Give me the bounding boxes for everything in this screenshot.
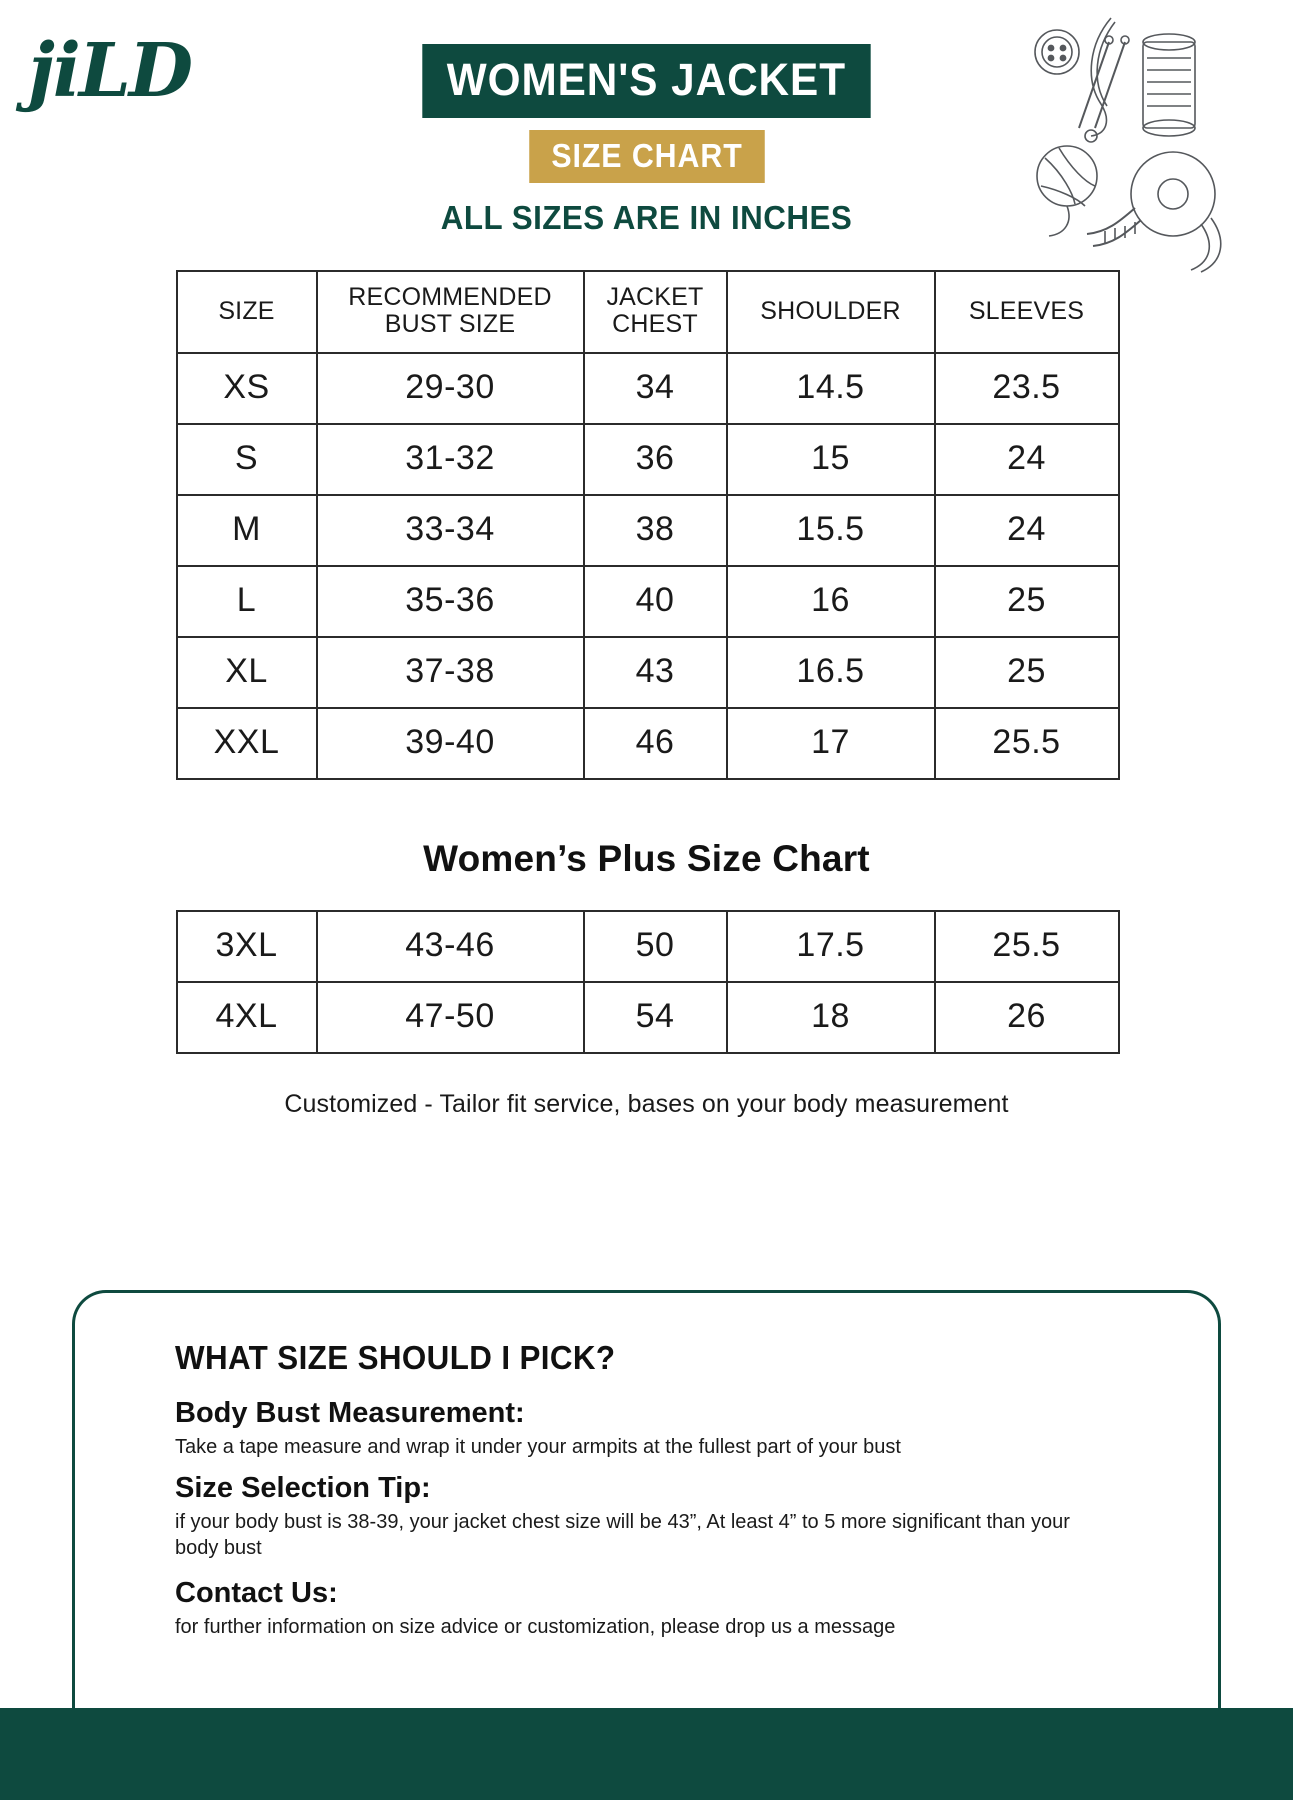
cell-bust: 43-46 [317,911,584,982]
customization-note: Customized - Tailor fit service, bases on your body measurement [284,1090,1009,1118]
header-line-1: RECOMMENDED [348,283,552,311]
size-tip-heading: Size Selection Tip: [175,1472,431,1504]
cell-chest: 50 [584,911,727,982]
bust-measurement-text: Take a tape measure and wrap it under your armpits at the fullest part of your bust [175,1436,901,1458]
cell-shoulder: 18 [727,982,935,1053]
cell-shoulder: 15 [727,424,935,495]
table-row [177,495,1119,566]
cell-size: XL [177,637,317,708]
table-row [177,982,1119,1053]
column-header-sleeves [935,271,1119,353]
cell-bust: 35-36 [317,566,584,637]
cell-shoulder: 15.5 [727,495,935,566]
cell-shoulder: 16 [727,566,935,637]
table-row [177,353,1119,424]
table-header-row [177,271,1119,353]
cell-sleeves: 25 [935,566,1119,637]
column-header-size [177,271,317,353]
cell-sleeves: 26 [935,982,1119,1053]
plus-size-table [176,910,1120,1054]
plus-size-heading: Women’s Plus Size Chart [423,838,870,879]
header-line-1: SIZE [218,296,275,325]
table-row [177,424,1119,495]
table-row [177,911,1119,982]
cell-chest: 34 [584,353,727,424]
header-line-1: SLEEVES [968,296,1085,325]
header-line-1: JACKET [606,283,704,311]
cell-sleeves: 25.5 [935,911,1119,982]
column-header-bust [317,271,584,353]
document-header [0,0,1293,270]
cell-shoulder: 17.5 [727,911,935,982]
bust-measurement-heading: Body Bust Measurement: [175,1397,525,1429]
cell-size: 4XL [177,982,317,1053]
page-subtitle: SIZE CHART [529,130,765,183]
cell-sleeves: 24 [935,495,1119,566]
cell-size: L [177,566,317,637]
cell-shoulder: 14.5 [727,353,935,424]
header-line-2: BUST SIZE [384,310,516,338]
contact-heading: Contact Us: [175,1577,338,1609]
brand-logo: jiLD [28,28,192,114]
page-title: WOMEN'S JACKET [422,44,870,118]
cell-sleeves: 24 [935,424,1119,495]
cell-sleeves: 25 [935,637,1119,708]
cell-chest: 46 [584,708,727,779]
cell-bust: 33-34 [317,495,584,566]
cell-chest: 40 [584,566,727,637]
main-size-table-wrap [176,270,1118,780]
cell-chest: 38 [584,495,727,566]
cell-bust: 37-38 [317,637,584,708]
cell-sleeves: 25.5 [935,708,1119,779]
header-line-2: CHEST [612,310,698,338]
cell-sleeves: 23.5 [935,353,1119,424]
cell-chest: 54 [584,982,727,1053]
cell-bust: 39-40 [317,708,584,779]
guidance-title: WHAT SIZE SHOULD I PICK? [175,1339,616,1376]
plus-size-table-wrap [176,910,1118,1054]
table-row [177,708,1119,779]
cell-chest: 36 [584,424,727,495]
column-header-chest [584,271,727,353]
size-tip-text: if your body bust is 38-39, your jacket chest size will be 43”, At least 4” to 5 more significant than your body bust [175,1511,1070,1559]
cell-chest: 43 [584,637,727,708]
size-table [176,270,1120,780]
cell-bust: 31-32 [317,424,584,495]
units-note: ALL SIZES ARE IN INCHES [440,199,853,236]
cell-bust: 47-50 [317,982,584,1053]
cell-size: S [177,424,317,495]
cell-size: 3XL [177,911,317,982]
sewing-supplies-illustration-icon [1015,8,1275,278]
cell-shoulder: 17 [727,708,935,779]
table-row [177,637,1119,708]
cell-bust: 29-30 [317,353,584,424]
table-row [177,566,1119,637]
contact-text: for further information on size advice or customization, please drop us a message [175,1616,896,1638]
cell-shoulder: 16.5 [727,637,935,708]
header-line-1: SHOULDER [760,296,901,325]
cell-size: M [177,495,317,566]
footer-bar [0,1708,1293,1800]
cell-size: XS [177,353,317,424]
column-header-shoulder [727,271,935,353]
cell-size: XXL [177,708,317,779]
